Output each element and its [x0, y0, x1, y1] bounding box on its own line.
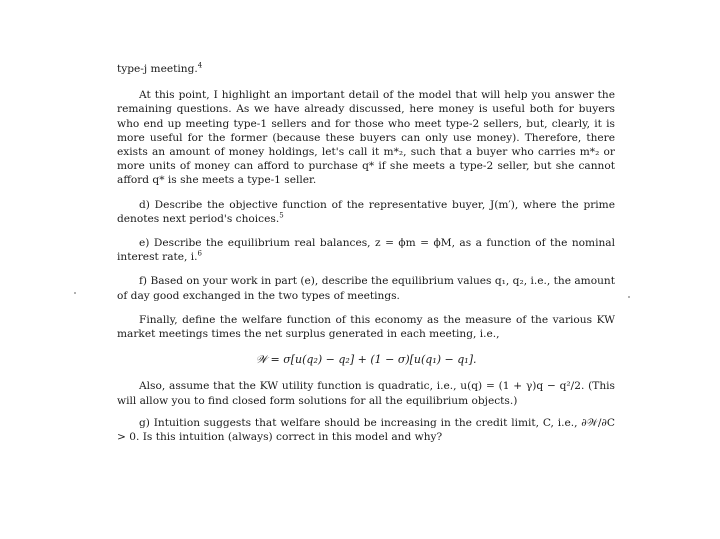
question-d-line	[117, 198, 615, 226]
scan-speck	[628, 296, 630, 298]
paragraph-welfare: Finally, define the welfare function of this economy as the measure of the various KW market meetings times the net surplus generated in each meeting, i.e.,	[117, 313, 615, 341]
question-e-line	[117, 236, 615, 264]
heading-fragment: type-j meeting.	[117, 63, 198, 75]
paragraph-intro: At this point, I highlight an important detail of the model that will help you answer the remaining questions. As we have already discussed, here money is useful both for buyers who end up meeting type-1 sellers and for those who meet type-2 sellers, but, clearly, it is more useful for the former (because these buyers can only use money). Therefore, there exists an amount of money holdings, let's call it m*₂, such that a buyer who carries m*₂ or more units of money can afford to purchase q* if she meets a type-2 seller, but she cannot afford q* is she meets a type-1 seller.	[117, 89, 615, 187]
welfare-equation: 𝒲 = σ[u(q₂) − q₂] + (1 − σ)[u(q₁) − q₁].	[255, 353, 477, 367]
heading-fragment-line	[117, 62, 615, 76]
paragraph-utility: Also, assume that the KW utility function is quadratic, i.e., u(q) = (1 + γ)q − q²/2. (This will allow you to find closed form solutions for all the equilibrium objects.)	[117, 380, 615, 407]
footnote-marker-6: 6	[197, 249, 202, 258]
question-e: e) Describe the equilibrium real balances, z = ϕm = ϕM, as a function of the nominal interest rate, i.	[117, 237, 615, 264]
question-f: f) Based on your work in part (e), describe the equilibrium values q₁, q₂, i.e., the amount of day good exchanged in the two types of meetings.	[117, 275, 615, 302]
document-body	[117, 62, 615, 444]
question-g: g) Intuition suggests that welfare should be increasing in the credit limit, C, i.e., ∂𝒲/∂C > 0. Is this intuition (always) correct in this model and why?	[117, 416, 615, 444]
footnote-marker-4: 4	[197, 61, 203, 70]
question-d: d) Describe the objective function of the representative buyer, J(m′), where the prime denotes next period's choices.	[117, 198, 615, 225]
scan-speck	[74, 292, 76, 294]
footnote-marker-5: 5	[279, 211, 284, 220]
